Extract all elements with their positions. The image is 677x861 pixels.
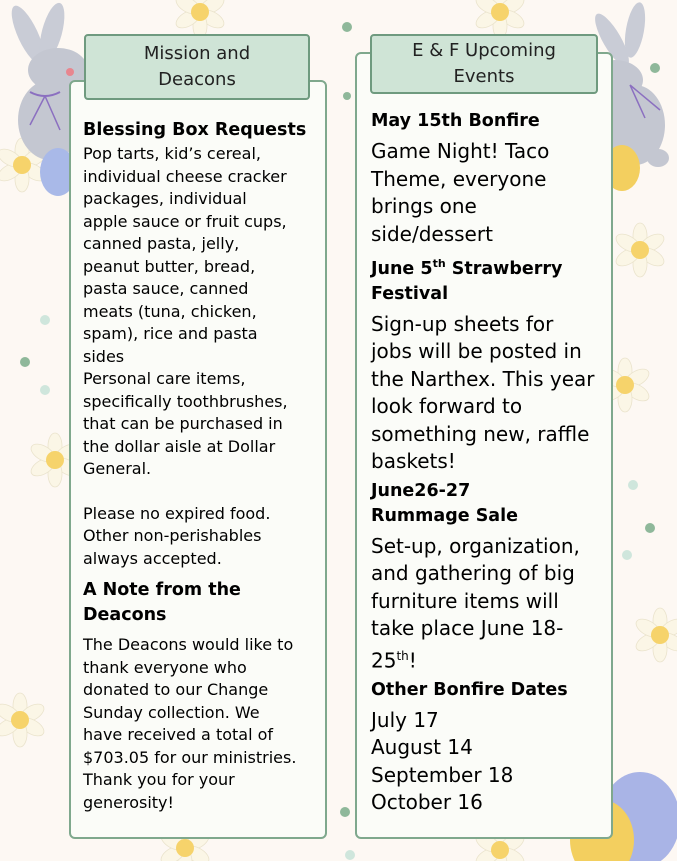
text-line: take place June 18- (371, 616, 564, 641)
blessing-box-note (83, 503, 323, 571)
text-line: Sign-up sheets for (371, 311, 554, 336)
text-line: individual cheese cracker (83, 166, 287, 186)
upcoming-events-content (371, 109, 607, 817)
text-line: 25th! (371, 648, 417, 673)
text-line: General. (83, 459, 152, 478)
text-line: $703.05 for our ministries. (83, 747, 297, 767)
text-line: baskets! (371, 449, 456, 474)
text-line: brings one (371, 194, 477, 218)
text-line: Theme, everyone (371, 166, 547, 191)
deacons-note-heading: A Note from the (83, 580, 241, 600)
deacons-note-heading: Deacons (83, 605, 167, 625)
upcoming-events-tab (370, 34, 598, 94)
daisy-decoration (613, 223, 667, 277)
text-line: thank everyone who (83, 657, 247, 677)
tab-title-line: E & F Upcoming (412, 40, 556, 61)
text-line: Other non-perishables (83, 526, 262, 545)
text-line: The Deacons would like to (83, 635, 294, 654)
rummage-sale-body (371, 533, 607, 675)
text-line: spam), rice and pasta (83, 324, 258, 343)
bonfire-heading: May 15th Bonfire (371, 111, 540, 131)
text-line: packages, individual (83, 189, 247, 208)
rummage-sale-heading: June26-27 (371, 480, 471, 501)
text-line: furniture items will (371, 588, 559, 613)
text-line: sides (83, 346, 125, 366)
text-line: have received a total of (83, 725, 274, 744)
text-line: donated to our Change (83, 680, 269, 699)
text-line: Pop tarts, kid’s cereal, (83, 144, 261, 163)
text-line: canned pasta, jelly, (83, 234, 240, 253)
date-item: August 14 (371, 735, 473, 760)
text-line: peanut butter, bread, (83, 256, 256, 276)
text-line: specifically toothbrushes, (83, 391, 288, 411)
blessing-box-list (83, 143, 323, 481)
date-item: July 17 (371, 707, 439, 732)
text-line: Personal care items, (83, 369, 246, 388)
daisy-decoration (0, 693, 47, 747)
text-line: pasta sauce, canned (83, 279, 249, 298)
daisy-decoration (0, 138, 49, 192)
text-line: side/dessert (371, 221, 493, 246)
other-bonfire-dates-heading: Other Bonfire Dates (371, 679, 568, 700)
text-line: something new, raffle (371, 421, 590, 446)
text-line: Set-up, organization, (371, 533, 580, 558)
mission-deacons-tab (84, 34, 310, 100)
text-line: Game Night! Taco (371, 139, 550, 163)
text-line: the Narthex. This year (371, 366, 595, 391)
rummage-sale-heading: Rummage Sale (371, 505, 518, 526)
deacons-note-body (83, 634, 323, 814)
tab-title-line: Deacons (158, 69, 236, 90)
date-item: October 16 (371, 790, 483, 815)
strawberry-festival-heading: Festival (371, 283, 449, 304)
text-line: Sunday collection. We (83, 702, 260, 722)
text-line: Please no expired food. (83, 503, 271, 523)
text-line: generosity! (83, 792, 174, 812)
strawberry-festival-heading: June 5th Strawberry (371, 257, 563, 279)
text-line: jobs will be posted in (371, 339, 582, 364)
text-line: look forward to (371, 394, 523, 419)
mission-deacons-content (83, 118, 323, 814)
text-line: always accepted. (83, 548, 222, 568)
text-line: the dollar aisle at Dollar (83, 436, 276, 456)
daisy-decoration (633, 608, 677, 662)
text-line: and gathering of big (371, 561, 575, 586)
bonfire-body (371, 138, 607, 248)
blessing-box-heading: Blessing Box Requests (83, 120, 307, 140)
other-bonfire-dates-list (371, 707, 607, 817)
tab-title-line: Mission and (143, 43, 251, 64)
tab-title-line: Events (453, 66, 515, 87)
text-line: apple sauce or fruit cups, (83, 211, 287, 231)
strawberry-festival-body (371, 311, 607, 476)
text-line: Thank you for your (83, 770, 235, 789)
date-item: September 18 (371, 762, 514, 787)
text-line: that can be purchased in (83, 414, 283, 433)
text-line: meats (tuna, chicken, (83, 301, 257, 321)
